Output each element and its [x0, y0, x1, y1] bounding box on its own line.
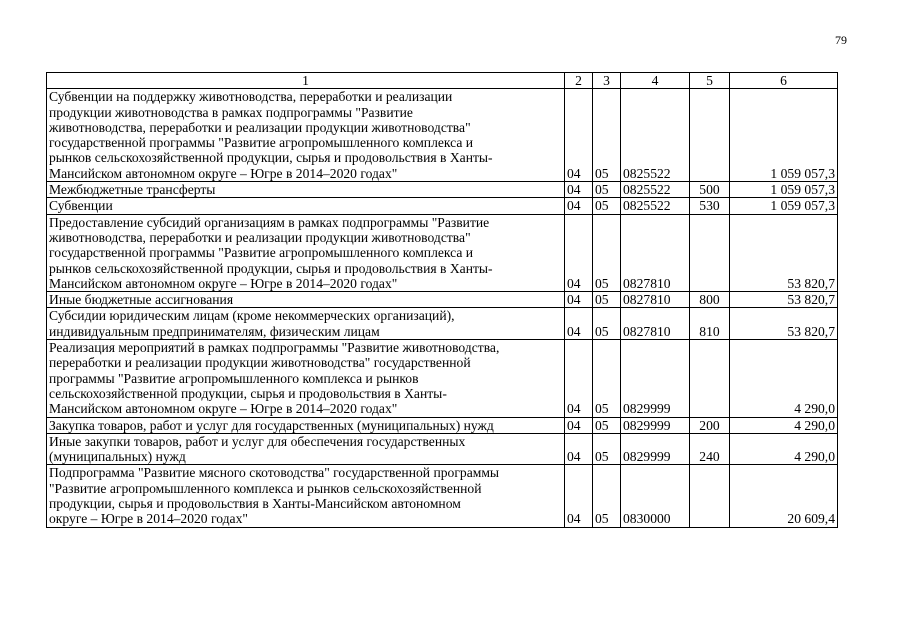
- row-article: 0830000: [621, 465, 690, 527]
- row-section: 04: [565, 465, 593, 527]
- row-sum: 20 609,4: [730, 465, 838, 527]
- table-row: [47, 417, 838, 433]
- row-section: 04: [565, 214, 593, 291]
- row-section: 04: [565, 89, 593, 182]
- row-name: Иные закупки товаров, работ и услуг для обеспечения государственных (муниципальных) нужд: [47, 433, 565, 465]
- row-expense-type: 500: [690, 182, 730, 198]
- row-expense-type: 530: [690, 198, 730, 214]
- row-section: 04: [565, 292, 593, 308]
- row-subsection: 05: [593, 340, 621, 417]
- row-section: 04: [565, 433, 593, 465]
- row-sum: 1 059 057,3: [730, 198, 838, 214]
- table-row: [47, 89, 838, 182]
- row-expense-type: 200: [690, 417, 730, 433]
- row-subsection: 05: [593, 292, 621, 308]
- table-row: [47, 433, 838, 465]
- row-expense-type: 810: [690, 308, 730, 340]
- row-sum: 4 290,0: [730, 417, 838, 433]
- row-sum: 53 820,7: [730, 308, 838, 340]
- table-row: [47, 340, 838, 417]
- row-article: 0825522: [621, 89, 690, 182]
- page-number: 79: [835, 33, 847, 47]
- row-name: Межбюджетные трансферты: [47, 182, 565, 198]
- row-expense-type: 240: [690, 433, 730, 465]
- table-header: [47, 73, 838, 89]
- row-name: Субвенции: [47, 198, 565, 214]
- row-article: 0829999: [621, 340, 690, 417]
- row-expense-type: [690, 89, 730, 182]
- header-col-name: 1: [47, 73, 565, 89]
- row-expense-type: [690, 340, 730, 417]
- row-article: 0827810: [621, 308, 690, 340]
- header-col-section: 2: [565, 73, 593, 89]
- row-section: 04: [565, 417, 593, 433]
- table-row: [47, 292, 838, 308]
- row-expense-type: 800: [690, 292, 730, 308]
- table-row: [47, 214, 838, 291]
- row-subsection: 05: [593, 465, 621, 527]
- header-col-subsection: 3: [593, 73, 621, 89]
- table-row: [47, 198, 838, 214]
- row-article: 0825522: [621, 198, 690, 214]
- row-article: 0829999: [621, 417, 690, 433]
- row-sum: 4 290,0: [730, 340, 838, 417]
- row-sum: 53 820,7: [730, 292, 838, 308]
- row-subsection: 05: [593, 433, 621, 465]
- row-name: Реализация мероприятий в рамках подпрограммы "Развитие животноводства, переработки и реализации продукции животноводства" государственной программы "Развитие агропромышленного комплекса и рынков сельскохозяйственной продукции, сырья и продовольствия в Ханты- Мансийском автономном округе – Югре в 2014–2020 годах": [47, 340, 565, 417]
- row-sum: 1 059 057,3: [730, 89, 838, 182]
- row-name: Субсидии юридическим лицам (кроме некоммерческих организаций), индивидуальным предпринимателям, физическим лицам: [47, 308, 565, 340]
- header-col-sum: 6: [730, 73, 838, 89]
- row-subsection: 05: [593, 417, 621, 433]
- table-row: [47, 465, 838, 527]
- row-section: 04: [565, 340, 593, 417]
- row-name: Иные бюджетные ассигнования: [47, 292, 565, 308]
- row-name: Подпрограмма "Развитие мясного скотоводства" государственной программы "Развитие агропромышленного комплекса и рынков сельскохозяйственной продукции, сырья и продовольствия в Ханты-Мансийском автономном округе – Югре в 2014–2020 годах": [47, 465, 565, 527]
- table-row: [47, 308, 838, 340]
- row-sum: 1 059 057,3: [730, 182, 838, 198]
- row-subsection: 05: [593, 89, 621, 182]
- row-subsection: 05: [593, 182, 621, 198]
- row-section: 04: [565, 308, 593, 340]
- row-sum: 53 820,7: [730, 214, 838, 291]
- header-row: [47, 73, 838, 89]
- row-article: 0829999: [621, 433, 690, 465]
- budget-table: [46, 72, 838, 528]
- row-sum: 4 290,0: [730, 433, 838, 465]
- row-name: Субвенции на поддержку животноводства, переработки и реализации продукции животноводства в рамках подпрограммы "Развитие животноводства, переработки и реализации продукции животноводства" государственной программы "Развитие агропромышленного комплекса и рынков сельскохозяйственной продукции, сырья и продовольствия в Ханты- Мансийском автономном округе – Югре в 2014–2020 годах": [47, 89, 565, 182]
- row-subsection: 05: [593, 308, 621, 340]
- row-expense-type: [690, 465, 730, 527]
- table-row: [47, 182, 838, 198]
- row-subsection: 05: [593, 214, 621, 291]
- row-article: 0825522: [621, 182, 690, 198]
- row-section: 04: [565, 182, 593, 198]
- table-body: [47, 89, 838, 527]
- header-col-expense-type: 5: [690, 73, 730, 89]
- row-name: Закупка товаров, работ и услуг для государственных (муниципальных) нужд: [47, 417, 565, 433]
- row-article: 0827810: [621, 292, 690, 308]
- row-expense-type: [690, 214, 730, 291]
- header-col-article: 4: [621, 73, 690, 89]
- row-subsection: 05: [593, 198, 621, 214]
- row-article: 0827810: [621, 214, 690, 291]
- row-section: 04: [565, 198, 593, 214]
- row-name: Предоставление субсидий организациям в рамках подпрограммы "Развитие животноводства, переработки и реализации продукции животноводства" государственной программы "Развитие агропромышленного комплекса и рынков сельскохозяйственной продукции, сырья и продовольствия в Ханты- Мансийском автономном округе – Югре в 2014–2020 годах": [47, 214, 565, 291]
